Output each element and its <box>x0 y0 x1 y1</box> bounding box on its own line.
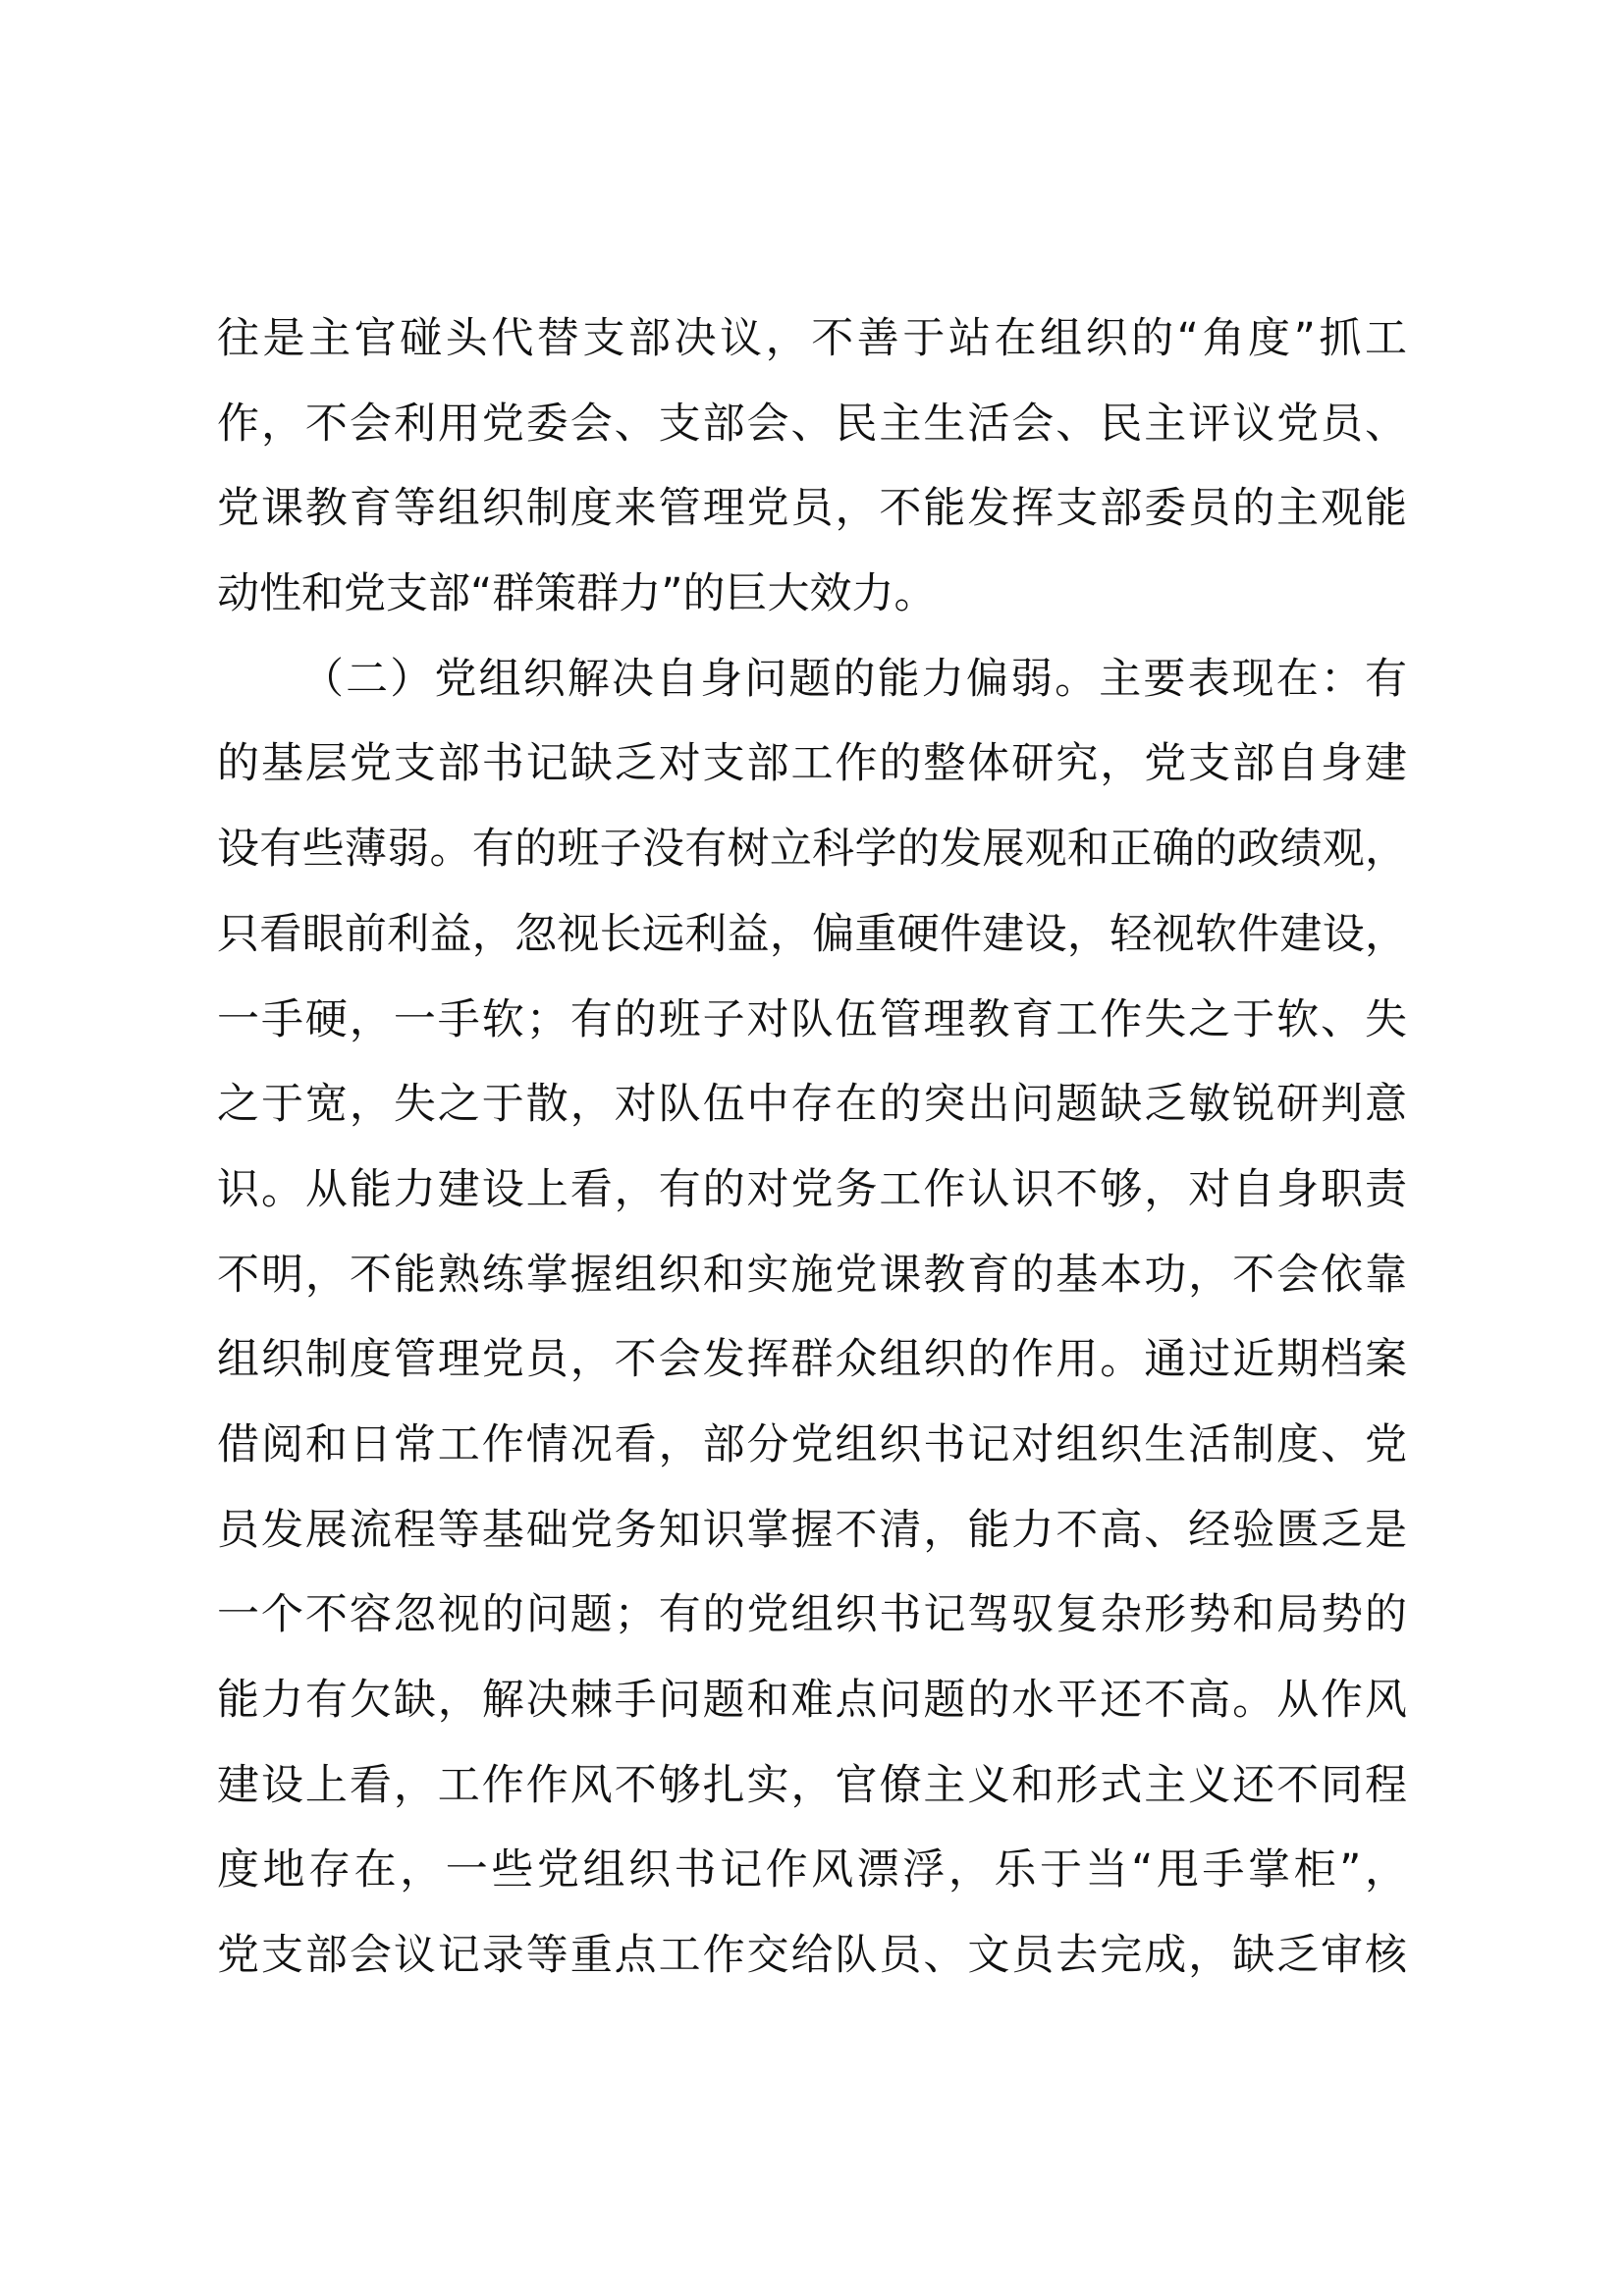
text-line: 不明，不能熟练掌握组织和实施党课教育的基本功，不会依靠 <box>217 1250 1407 1300</box>
text-line: 建设上看，工作作风不够扎实，官僚主义和形式主义还不同程 <box>217 1760 1407 1810</box>
text-line: 员发展流程等基础党务知识掌握不清，能力不高、经验匮乏是 <box>217 1505 1407 1555</box>
text-line: 只看眼前利益，忽视长远利益，偏重硬件建设，轻视软件建设， <box>217 909 1407 959</box>
document-page <box>217 296 1407 1999</box>
text-line: 动性和党支部“群策群力”的巨大效力。 <box>217 569 937 619</box>
text-line: 设有些薄弱。有的班子没有树立科学的发展观和正确的政绩观， <box>217 825 1407 875</box>
text-line: 借阅和日常工作情况看，部分党组织书记对组织生活制度、党 <box>217 1419 1407 1469</box>
text-line: 能力有欠缺，解决棘手问题和难点问题的水平还不高。从作风 <box>217 1676 1407 1725</box>
text-line: 作，不会利用党委会、支部会、民主生活会、民主评议党员、 <box>217 399 1407 449</box>
text-line: 往是主官碰头代替支部决议，不善于站在组织的“角度”抓工 <box>217 314 1407 363</box>
text-line: 度地存在，一些党组织书记作风漂浮，乐于当“甩手掌柜”， <box>217 1845 1407 1896</box>
text-line: 组织制度管理党员，不会发挥群众组织的作用。通过近期档案 <box>217 1335 1407 1385</box>
text-line: 一个不容忽视的问题；有的党组织书记驾驭复杂形势和局势的 <box>217 1590 1407 1640</box>
text-line: 一手硬，一手软；有的班子对队伍管理教育工作失之于软、失 <box>217 994 1407 1044</box>
text-line: 识。从能力建设上看，有的对党务工作认识不够，对自身职责 <box>217 1164 1407 1214</box>
text-line: 之于宽，失之于散，对队伍中存在的突出问题缺乏敏锐研判意 <box>217 1080 1407 1130</box>
text-line: 党课教育等组织制度来管理党员，不能发挥支部委员的主观能 <box>217 484 1407 534</box>
section-heading-line: （二）党组织解决自身问题的能力偏弱。主要表现在：有 <box>301 654 1407 704</box>
paragraph-section-2 <box>217 637 1407 1999</box>
text-line: 党支部会议记录等重点工作交给队员、文员去完成，缺乏审核 <box>217 1931 1407 1981</box>
paragraph-continued <box>217 296 1407 637</box>
text-line: 的基层党支部书记缺乏对支部工作的整体研究，党支部自身建 <box>217 739 1407 789</box>
